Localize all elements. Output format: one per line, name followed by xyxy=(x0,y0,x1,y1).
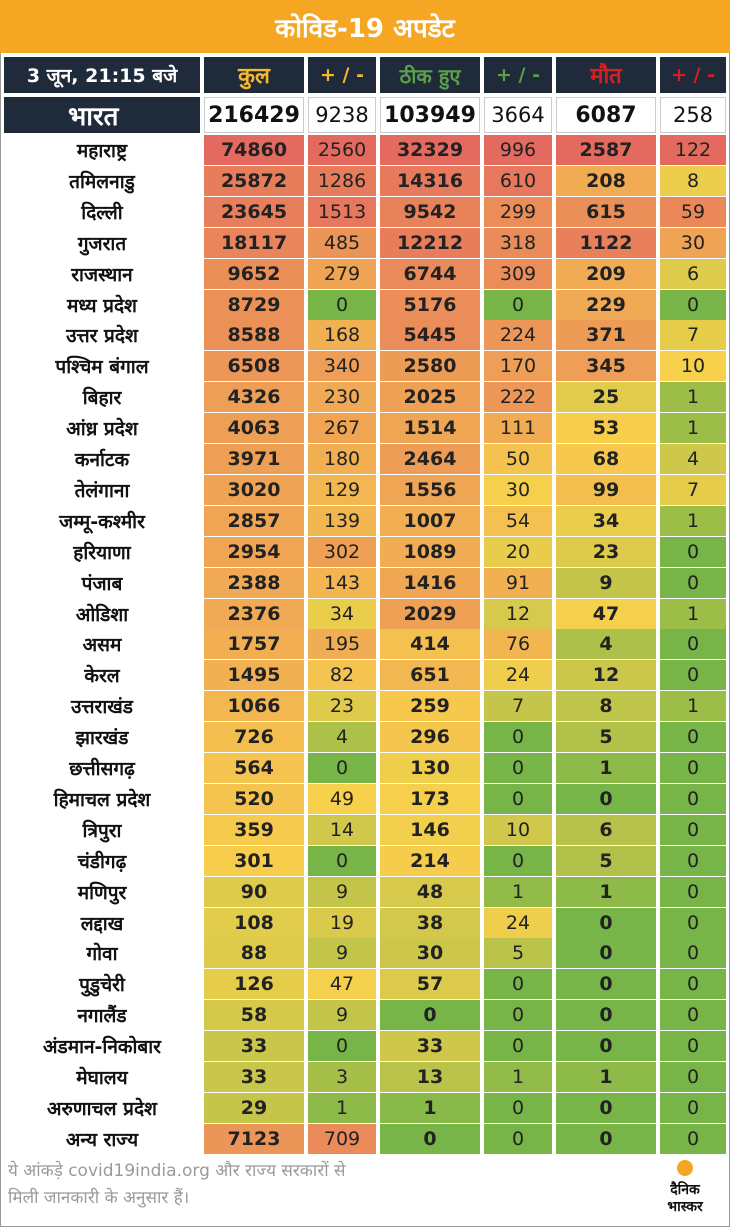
india-deaths: 6087 xyxy=(556,97,656,133)
india-total-row xyxy=(0,97,730,133)
state-total-delta: 168 xyxy=(308,320,376,350)
state-deaths: 8 xyxy=(556,691,656,721)
state-deaths-delta: 1 xyxy=(660,506,726,536)
state-deaths: 68 xyxy=(556,444,656,474)
state-deaths: 47 xyxy=(556,599,656,629)
state-total: 74860 xyxy=(204,135,304,165)
state-total-delta: 302 xyxy=(308,537,376,567)
table-row xyxy=(0,1062,730,1092)
state-deaths-delta: 8 xyxy=(660,166,726,196)
state-name: पंजाब xyxy=(4,568,200,598)
state-total: 29 xyxy=(204,1093,304,1123)
state-recovered: 173 xyxy=(380,784,480,814)
table-row xyxy=(0,135,730,165)
state-recovered: 0 xyxy=(380,1124,480,1154)
state-name: मणिपुर xyxy=(4,877,200,907)
state-recovered-delta: 7 xyxy=(484,691,552,721)
state-deaths-delta: 4 xyxy=(660,444,726,474)
table-row xyxy=(0,290,730,320)
table-row xyxy=(0,660,730,690)
state-total-delta: 1513 xyxy=(308,197,376,227)
state-total: 7123 xyxy=(204,1124,304,1154)
state-total: 18117 xyxy=(204,228,304,258)
table-row xyxy=(0,846,730,876)
table-row xyxy=(0,938,730,968)
state-total: 2857 xyxy=(204,506,304,536)
state-total-delta: 709 xyxy=(308,1124,376,1154)
table-row xyxy=(0,351,730,381)
india-recovered-delta: 3664 xyxy=(484,97,552,133)
state-recovered: 651 xyxy=(380,660,480,690)
date-header: 3 जून, 21:15 बजे xyxy=(4,57,200,93)
state-total: 33 xyxy=(204,1031,304,1061)
state-deaths: 229 xyxy=(556,290,656,320)
state-recovered: 146 xyxy=(380,815,480,845)
state-total-delta: 143 xyxy=(308,568,376,598)
state-deaths-delta: 7 xyxy=(660,320,726,350)
table-row xyxy=(0,475,730,505)
state-recovered: 296 xyxy=(380,722,480,752)
state-deaths-delta: 0 xyxy=(660,753,726,783)
state-recovered: 30 xyxy=(380,938,480,968)
logo-line-1: दैनिक xyxy=(670,1182,700,1198)
state-recovered-delta: 996 xyxy=(484,135,552,165)
state-deaths-delta: 0 xyxy=(660,568,726,598)
state-total: 520 xyxy=(204,784,304,814)
state-deaths: 0 xyxy=(556,1093,656,1123)
state-deaths-delta: 0 xyxy=(660,1031,726,1061)
state-recovered: 5176 xyxy=(380,290,480,320)
state-total-delta: 9 xyxy=(308,938,376,968)
source-note-line-1: ये आंकड़े covid19india.org और राज्य सरकारों से xyxy=(8,1161,346,1181)
state-deaths: 2587 xyxy=(556,135,656,165)
state-total-delta: 0 xyxy=(308,846,376,876)
state-total-delta: 2560 xyxy=(308,135,376,165)
state-recovered-delta: 111 xyxy=(484,413,552,443)
state-deaths: 0 xyxy=(556,1000,656,1030)
total-delta-header: + / - xyxy=(308,57,376,93)
state-total: 25872 xyxy=(204,166,304,196)
state-deaths: 5 xyxy=(556,846,656,876)
state-recovered: 2580 xyxy=(380,351,480,381)
source-note-line-2: मिली जानकारी के अनुसार हैं। xyxy=(8,1188,190,1208)
state-deaths: 23 xyxy=(556,537,656,567)
state-total-delta: 0 xyxy=(308,753,376,783)
state-total: 108 xyxy=(204,908,304,938)
state-deaths: 5 xyxy=(556,722,656,752)
recovered-header: ठीक हुए xyxy=(380,57,480,93)
logo-line-2: भास्कर xyxy=(667,1199,703,1215)
state-name: उत्तराखंड xyxy=(4,691,200,721)
state-deaths: 371 xyxy=(556,320,656,350)
state-name: आंध्र प्रदेश xyxy=(4,413,200,443)
table-row xyxy=(0,1000,730,1030)
state-total: 4326 xyxy=(204,382,304,412)
state-deaths: 1 xyxy=(556,877,656,907)
state-name: झारखंड xyxy=(4,722,200,752)
state-deaths-delta: 122 xyxy=(660,135,726,165)
state-total-delta: 19 xyxy=(308,908,376,938)
state-recovered: 1556 xyxy=(380,475,480,505)
state-recovered-delta: 0 xyxy=(484,1124,552,1154)
table-row xyxy=(0,259,730,289)
state-total: 1757 xyxy=(204,629,304,659)
state-recovered-delta: 12 xyxy=(484,599,552,629)
state-recovered: 33 xyxy=(380,1031,480,1061)
state-total: 88 xyxy=(204,938,304,968)
state-name: हरियाणा xyxy=(4,537,200,567)
state-deaths-delta: 6 xyxy=(660,259,726,289)
state-deaths-delta: 0 xyxy=(660,1093,726,1123)
state-deaths: 209 xyxy=(556,259,656,289)
state-deaths: 1122 xyxy=(556,228,656,258)
table-row xyxy=(0,753,730,783)
state-total: 1495 xyxy=(204,660,304,690)
state-total-delta: 129 xyxy=(308,475,376,505)
state-recovered: 414 xyxy=(380,629,480,659)
state-recovered: 38 xyxy=(380,908,480,938)
state-recovered-delta: 76 xyxy=(484,629,552,659)
state-total-delta: 9 xyxy=(308,877,376,907)
state-name: गोवा xyxy=(4,938,200,968)
state-deaths-delta: 59 xyxy=(660,197,726,227)
state-recovered: 0 xyxy=(380,1000,480,1030)
state-name: छत्तीसगढ़ xyxy=(4,753,200,783)
state-total: 6508 xyxy=(204,351,304,381)
state-deaths-delta: 0 xyxy=(660,290,726,320)
state-total-delta: 82 xyxy=(308,660,376,690)
state-name: दिल्ली xyxy=(4,197,200,227)
page-title: कोविड-19 अपडेट xyxy=(0,0,730,53)
state-name: असम xyxy=(4,629,200,659)
state-total-delta: 4 xyxy=(308,722,376,752)
table-row xyxy=(0,969,730,999)
table-row xyxy=(0,197,730,227)
state-total: 1066 xyxy=(204,691,304,721)
state-recovered-delta: 309 xyxy=(484,259,552,289)
state-deaths-delta: 30 xyxy=(660,228,726,258)
india-recovered: 103949 xyxy=(380,97,480,133)
state-total: 8729 xyxy=(204,290,304,320)
state-deaths: 1 xyxy=(556,1062,656,1092)
state-recovered-delta: 5 xyxy=(484,938,552,968)
state-total: 23645 xyxy=(204,197,304,227)
state-deaths: 0 xyxy=(556,908,656,938)
state-total: 33 xyxy=(204,1062,304,1092)
table-row xyxy=(0,444,730,474)
state-recovered-delta: 50 xyxy=(484,444,552,474)
state-deaths-delta: 1 xyxy=(660,382,726,412)
column-header-row xyxy=(0,57,730,93)
state-name: मध्य प्रदेश xyxy=(4,290,200,320)
state-recovered: 2025 xyxy=(380,382,480,412)
state-recovered-delta: 318 xyxy=(484,228,552,258)
state-deaths: 345 xyxy=(556,351,656,381)
table-row xyxy=(0,599,730,629)
state-deaths-delta: 7 xyxy=(660,475,726,505)
state-total-delta: 14 xyxy=(308,815,376,845)
state-recovered: 14316 xyxy=(380,166,480,196)
state-deaths-delta: 0 xyxy=(660,660,726,690)
state-name: कर्नाटक xyxy=(4,444,200,474)
state-deaths: 53 xyxy=(556,413,656,443)
state-deaths-delta: 0 xyxy=(660,815,726,845)
state-total-delta: 3 xyxy=(308,1062,376,1092)
state-deaths-delta: 0 xyxy=(660,938,726,968)
state-total-delta: 180 xyxy=(308,444,376,474)
state-recovered: 1416 xyxy=(380,568,480,598)
state-total: 359 xyxy=(204,815,304,845)
state-name: केरल xyxy=(4,660,200,690)
state-recovered-delta: 0 xyxy=(484,784,552,814)
table-row xyxy=(0,1124,730,1154)
state-total: 90 xyxy=(204,877,304,907)
state-recovered-delta: 10 xyxy=(484,815,552,845)
state-recovered-delta: 54 xyxy=(484,506,552,536)
table-row xyxy=(0,1031,730,1061)
state-recovered-delta: 1 xyxy=(484,877,552,907)
state-name: नगालैंड xyxy=(4,1000,200,1030)
state-recovered: 1514 xyxy=(380,413,480,443)
state-deaths-delta: 0 xyxy=(660,846,726,876)
state-total-delta: 23 xyxy=(308,691,376,721)
state-total: 2376 xyxy=(204,599,304,629)
state-deaths: 12 xyxy=(556,660,656,690)
state-recovered: 57 xyxy=(380,969,480,999)
state-deaths: 0 xyxy=(556,784,656,814)
state-recovered-delta: 0 xyxy=(484,722,552,752)
state-name: राजस्थान xyxy=(4,259,200,289)
state-recovered: 1089 xyxy=(380,537,480,567)
table-row xyxy=(0,722,730,752)
state-deaths: 6 xyxy=(556,815,656,845)
state-recovered: 32329 xyxy=(380,135,480,165)
state-deaths: 34 xyxy=(556,506,656,536)
state-recovered: 130 xyxy=(380,753,480,783)
state-recovered-delta: 610 xyxy=(484,166,552,196)
state-deaths: 208 xyxy=(556,166,656,196)
state-recovered: 2464 xyxy=(380,444,480,474)
india-total: 216429 xyxy=(204,97,304,133)
state-recovered: 6744 xyxy=(380,259,480,289)
india-total-delta: 9238 xyxy=(308,97,376,133)
state-total: 3020 xyxy=(204,475,304,505)
state-total-delta: 1 xyxy=(308,1093,376,1123)
state-name: पुडुचेरी xyxy=(4,969,200,999)
state-recovered: 1 xyxy=(380,1093,480,1123)
state-recovered-delta: 170 xyxy=(484,351,552,381)
state-recovered-delta: 30 xyxy=(484,475,552,505)
state-deaths-delta: 0 xyxy=(660,969,726,999)
state-deaths-delta: 1 xyxy=(660,691,726,721)
state-recovered-delta: 20 xyxy=(484,537,552,567)
state-name: मेघालय xyxy=(4,1062,200,1092)
recovered-delta-header: + / - xyxy=(484,57,552,93)
state-total: 564 xyxy=(204,753,304,783)
state-total-delta: 49 xyxy=(308,784,376,814)
state-deaths: 0 xyxy=(556,1124,656,1154)
table-row xyxy=(0,382,730,412)
state-recovered: 12212 xyxy=(380,228,480,258)
state-recovered-delta: 0 xyxy=(484,969,552,999)
state-recovered-delta: 222 xyxy=(484,382,552,412)
state-name: अन्य राज्य xyxy=(4,1124,200,1154)
state-total-delta: 47 xyxy=(308,969,376,999)
state-recovered-delta: 0 xyxy=(484,290,552,320)
state-total-delta: 195 xyxy=(308,629,376,659)
state-name: गुजरात xyxy=(4,228,200,258)
state-total-delta: 267 xyxy=(308,413,376,443)
state-total: 726 xyxy=(204,722,304,752)
deaths-header: मौत xyxy=(556,57,656,93)
state-deaths-delta: 0 xyxy=(660,1000,726,1030)
state-recovered-delta: 24 xyxy=(484,908,552,938)
state-name: त्रिपुरा xyxy=(4,815,200,845)
state-recovered-delta: 0 xyxy=(484,1031,552,1061)
state-name: ओडिशा xyxy=(4,599,200,629)
state-deaths: 1 xyxy=(556,753,656,783)
table-row xyxy=(0,877,730,907)
table-row xyxy=(0,691,730,721)
state-recovered-delta: 299 xyxy=(484,197,552,227)
state-total-delta: 230 xyxy=(308,382,376,412)
state-recovered: 214 xyxy=(380,846,480,876)
table-row xyxy=(0,815,730,845)
state-deaths-delta: 0 xyxy=(660,722,726,752)
state-name: तमिलनाडु xyxy=(4,166,200,196)
state-recovered-delta: 1 xyxy=(484,1062,552,1092)
state-deaths-delta: 1 xyxy=(660,413,726,443)
state-deaths-delta: 0 xyxy=(660,629,726,659)
state-name: अरुणाचल प्रदेश xyxy=(4,1093,200,1123)
state-name: हिमाचल प्रदेश xyxy=(4,784,200,814)
state-recovered-delta: 224 xyxy=(484,320,552,350)
state-total-delta: 340 xyxy=(308,351,376,381)
state-deaths: 25 xyxy=(556,382,656,412)
state-name: चंडीगढ़ xyxy=(4,846,200,876)
state-recovered-delta: 0 xyxy=(484,846,552,876)
state-name: लद्दाख xyxy=(4,908,200,938)
state-total-delta: 0 xyxy=(308,290,376,320)
state-recovered-delta: 91 xyxy=(484,568,552,598)
source-note xyxy=(8,1158,628,1212)
state-total: 58 xyxy=(204,1000,304,1030)
state-recovered-delta: 24 xyxy=(484,660,552,690)
state-deaths-delta: 0 xyxy=(660,908,726,938)
state-name: पश्चिम बंगाल xyxy=(4,351,200,381)
state-total-delta: 485 xyxy=(308,228,376,258)
state-deaths-delta: 0 xyxy=(660,1062,726,1092)
state-deaths-delta: 0 xyxy=(660,877,726,907)
total-header: कुल xyxy=(204,57,304,93)
state-total-delta: 139 xyxy=(308,506,376,536)
deaths-delta-header: + / - xyxy=(660,57,726,93)
table-row xyxy=(0,629,730,659)
state-recovered: 9542 xyxy=(380,197,480,227)
table-row xyxy=(0,568,730,598)
table-row xyxy=(0,537,730,567)
state-deaths: 0 xyxy=(556,969,656,999)
state-total-delta: 9 xyxy=(308,1000,376,1030)
india-label: भारत xyxy=(4,97,200,133)
table-row xyxy=(0,320,730,350)
table-row xyxy=(0,228,730,258)
state-total: 126 xyxy=(204,969,304,999)
state-recovered: 5445 xyxy=(380,320,480,350)
state-total-delta: 1286 xyxy=(308,166,376,196)
table-row xyxy=(0,166,730,196)
state-name: अंडमान-निकोबार xyxy=(4,1031,200,1061)
state-name: उत्तर प्रदेश xyxy=(4,320,200,350)
state-total: 4063 xyxy=(204,413,304,443)
table-row xyxy=(0,908,730,938)
state-total-delta: 34 xyxy=(308,599,376,629)
state-recovered-delta: 0 xyxy=(484,1093,552,1123)
state-recovered: 259 xyxy=(380,691,480,721)
state-deaths: 99 xyxy=(556,475,656,505)
state-recovered-delta: 0 xyxy=(484,753,552,783)
state-deaths-delta: 0 xyxy=(660,784,726,814)
dainik-bhaskar-logo xyxy=(650,1158,720,1218)
state-total: 301 xyxy=(204,846,304,876)
state-deaths-delta: 10 xyxy=(660,351,726,381)
state-deaths: 4 xyxy=(556,629,656,659)
state-recovered: 13 xyxy=(380,1062,480,1092)
state-recovered: 1007 xyxy=(380,506,480,536)
state-deaths-delta: 1 xyxy=(660,599,726,629)
state-name: जम्मू-कश्मीर xyxy=(4,506,200,536)
state-deaths-delta: 0 xyxy=(660,1124,726,1154)
table-row xyxy=(0,413,730,443)
state-total-delta: 0 xyxy=(308,1031,376,1061)
state-recovered: 48 xyxy=(380,877,480,907)
state-total: 2388 xyxy=(204,568,304,598)
state-name: तेलंगाना xyxy=(4,475,200,505)
state-name: महाराष्ट्र xyxy=(4,135,200,165)
state-total: 2954 xyxy=(204,537,304,567)
state-deaths: 0 xyxy=(556,938,656,968)
state-total: 8588 xyxy=(204,320,304,350)
state-total: 3971 xyxy=(204,444,304,474)
state-name: बिहार xyxy=(4,382,200,412)
state-deaths: 615 xyxy=(556,197,656,227)
table-row xyxy=(0,1093,730,1123)
state-recovered-delta: 0 xyxy=(484,1000,552,1030)
state-total: 9652 xyxy=(204,259,304,289)
state-deaths: 0 xyxy=(556,1031,656,1061)
state-recovered: 2029 xyxy=(380,599,480,629)
state-deaths: 9 xyxy=(556,568,656,598)
table-row xyxy=(0,506,730,536)
state-deaths-delta: 0 xyxy=(660,537,726,567)
state-total-delta: 279 xyxy=(308,259,376,289)
table-row xyxy=(0,784,730,814)
india-deaths-delta: 258 xyxy=(660,97,726,133)
